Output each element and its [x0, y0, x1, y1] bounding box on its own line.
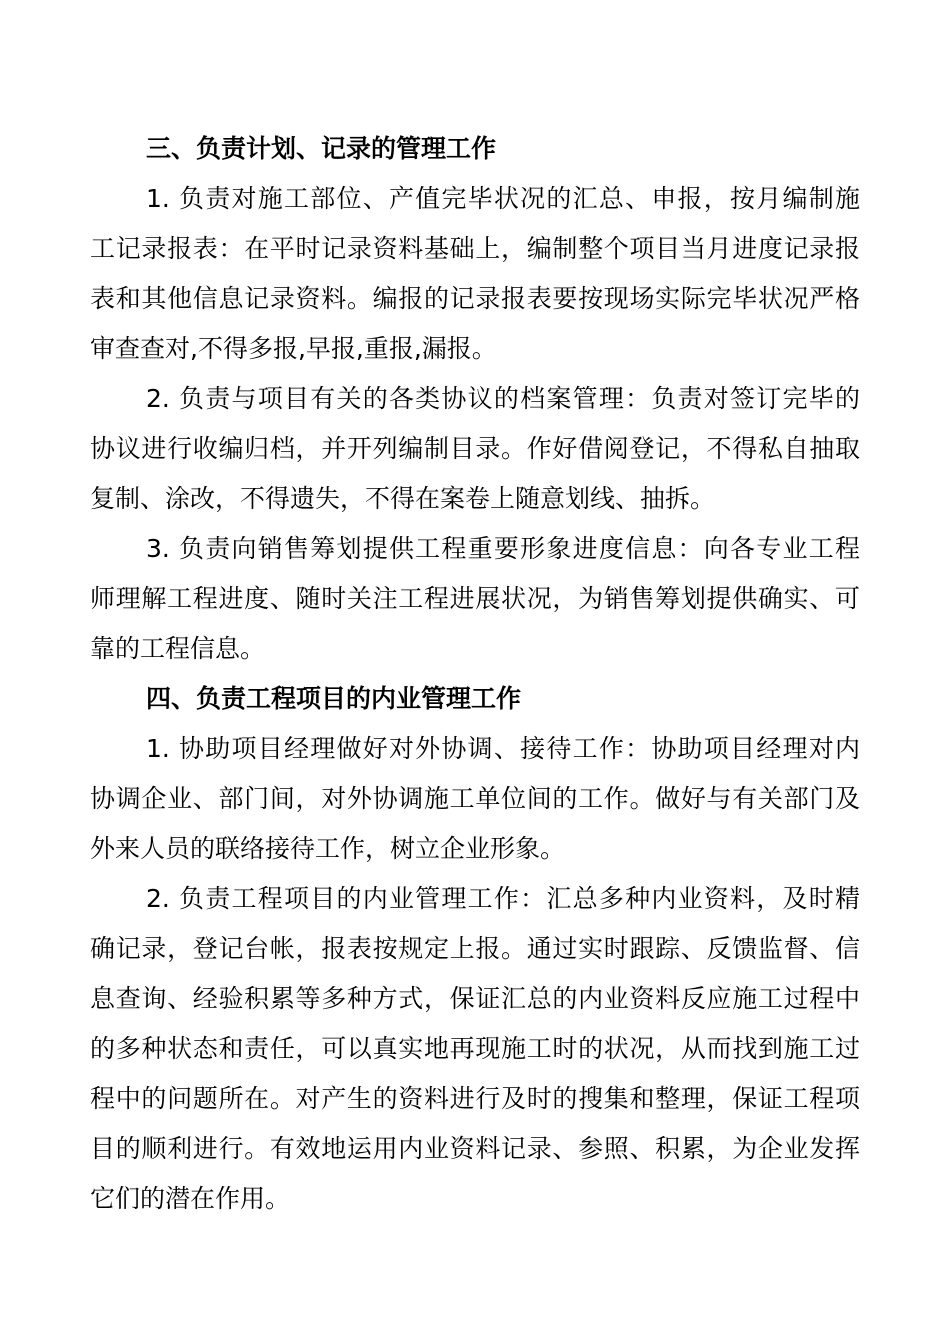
paragraph-line: 靠的工程信息。	[90, 634, 266, 663]
paragraph-line: 师理解工程进度、随时关注工程进展状况，为销售筹划提供确实、可	[90, 584, 860, 613]
paragraph-3-2	[90, 374, 860, 524]
paragraph-line: 2. 负责与项目有关的各类协议的档案管理：负责对签订完毕的	[146, 384, 860, 413]
paragraph-line: 工记录报表：在平时记录资料基础上，编制整个项目当月进度记录报	[90, 234, 860, 263]
paragraph-line: 的多种状态和责任，可以真实地再现施工时的状况，从而找到施工过	[90, 1034, 860, 1063]
paragraph-line: 复制、涂改，不得遗失，不得在案卷上随意划线、抽拆。	[90, 484, 716, 513]
paragraph-line: 它们的潜在作用。	[90, 1184, 291, 1213]
paragraph-line: 协议进行收编归档，并开列编制目录。作好借阅登记，不得私自抽取	[90, 434, 860, 463]
paragraph-line: 3. 负责向销售筹划提供工程重要形象进度信息：向各专业工程	[146, 534, 860, 563]
paragraph-3-1	[90, 174, 860, 374]
paragraph-line: 协调企业、部门间，对外协调施工单位间的工作。做好与有关部门及	[90, 784, 860, 813]
paragraph-line: 表和其他信息记录资料。编报的记录报表要按现场实际完毕状况严格	[90, 284, 860, 313]
paragraph-4-2	[90, 874, 860, 1224]
paragraph-4-1	[90, 724, 860, 874]
paragraph-line: 息查询、经验积累等多种方式，保证汇总的内业资料反应施工过程中	[90, 984, 860, 1013]
section-heading-3: 三、负责计划、记录的管理工作	[146, 134, 497, 163]
paragraph-line: 程中的问题所在。对产生的资料进行及时的搜集和整理，保证工程项	[90, 1084, 860, 1113]
document-body	[90, 124, 860, 1224]
paragraph-line: 1. 协助项目经理做好对外协调、接待工作：协助项目经理对内	[146, 734, 860, 763]
paragraph-line: 目的顺利进行。有效地运用内业资料记录、参照、积累，为企业发挥	[90, 1134, 860, 1163]
paragraph-line: 确记录，登记台帐，报表按规定上报。通过实时跟踪、反馈监督、信	[90, 934, 860, 963]
paragraph-line: 审查查对,不得多报,早报,重报,漏报。	[90, 334, 497, 363]
paragraph-line: 2. 负责工程项目的内业管理工作：汇总多种内业资料，及时精	[146, 884, 860, 913]
paragraph-line: 1. 负责对施工部位、产值完毕状况的汇总、申报，按月编制施	[146, 184, 860, 213]
paragraph-3-3	[90, 524, 860, 674]
section-heading-4: 四、负责工程项目的内业管理工作	[146, 684, 522, 713]
paragraph-line: 外来人员的联络接待工作，树立企业形象。	[90, 834, 566, 863]
